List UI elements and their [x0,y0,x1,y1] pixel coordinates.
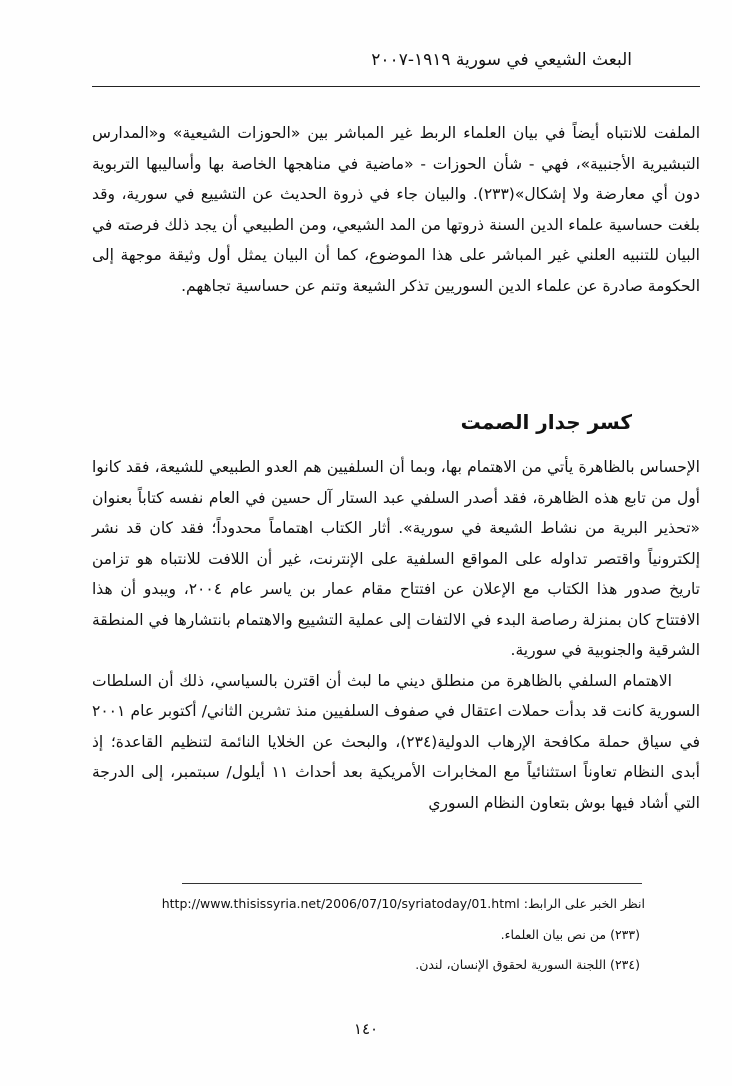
footnote-label: انظر الخبر على الرابط: [523,896,645,911]
footnote-233: (٢٣٣) من نص بيان العلماء. [500,927,640,942]
footnote-rule [182,883,642,884]
running-header: البعث الشيعي في سورية ١٩١٩-٢٠٠٧ [371,50,632,70]
footnote-url[interactable]: http://www.thisissyria.net/2006/07/10/syriatoday/01.html [161,896,520,911]
section-1 [92,118,700,301]
section-2 [92,452,700,818]
footnote-link [155,896,645,911]
section-title: كسر جدار الصمت [460,410,632,434]
footnote-234: (٢٣٤) اللجنة السورية لحقوق الإنسان، لندن. [415,957,640,972]
page-number: ١٤٠ [353,1020,379,1038]
paragraph: الملفت للانتباه أيضاً في بيان العلماء الربط غير المباشر بين «الحوزات الشيعية» و«المدارس التبشيرية الأجنبية»، فهي - شأن الحوزات - «ماضية في مناهجها الخاصة بها وأساليبها التربوية دون أي معارضة ولا إشكال»(٢٣٣). والبيان جاء في ذروة الحديث عن التشييع في سورية، وقد بلغت حساسية علماء الدين السنة ذروتها من المد الشيعي، ومن الطبيعي أن يجد ذلك فرصته في البيان للتنبيه العلني غير المباشر على هذا الموضوع، كما أن البيان يمثل أول وثيقة موجهة إلى الحكومة صادرة عن علماء الدين السوريين تذكر الشيعة وتنم عن حساسية تجاههم. [92,124,700,295]
paragraph: الاهتمام السلفي بالظاهرة من منطلق ديني ما لبث أن اقترن بالسياسي، ذلك أن السلطات السورية كانت قد بدأت حملات اعتقال في صفوف السلفيين منذ تشرين الثاني/ أكتوبر عام ٢٠٠١ في سياق حملة مكافحة الإرهاب الدولية(٢٣٤)، والبحث عن الخلايا النائمة لتنظيم القاعدة؛ إذ أبدى النظام تعاوناً استثنائياً مع المخابرات الأمريكية بعد أحداث ١١ أيلول/ سبتمبر، إلى الدرجة التي أشاد فيها بوش بتعاون النظام السوري [92,671,701,812]
paragraph: الإحساس بالظاهرة يأتي من الاهتمام بها، وبما أن السلفيين هم العدو الطبيعي للشيعة، فقد كانوا أول من تابع هذه الظاهرة، فقد أصدر السلفي عبد الستار آل حسين في العام نفسه كتاباً بعنوان «تحذير البرية من نشاط الشيعة في سورية». أثار الكتاب اهتماماً محدوداً؛ فقد كان قد نشر إلكترونياً واقتصر تداوله على المواقع السلفية على الإنترنت، غير أن اللافت للانتباه هو تزامن تاريخ صدور هذا الكتاب مع الإعلان عن افتتاح مقام عمار بن ياسر عام ٢٠٠٤، ويبدو أن هذا الافتتاح كان بمنزلة رصاصة البدء في الالتفات إلى عملية التشييع والاهتمام بانتشارها في المنطقة الشرقية والجنوبية في سورية. [92,458,700,659]
header-rule [92,86,700,87]
